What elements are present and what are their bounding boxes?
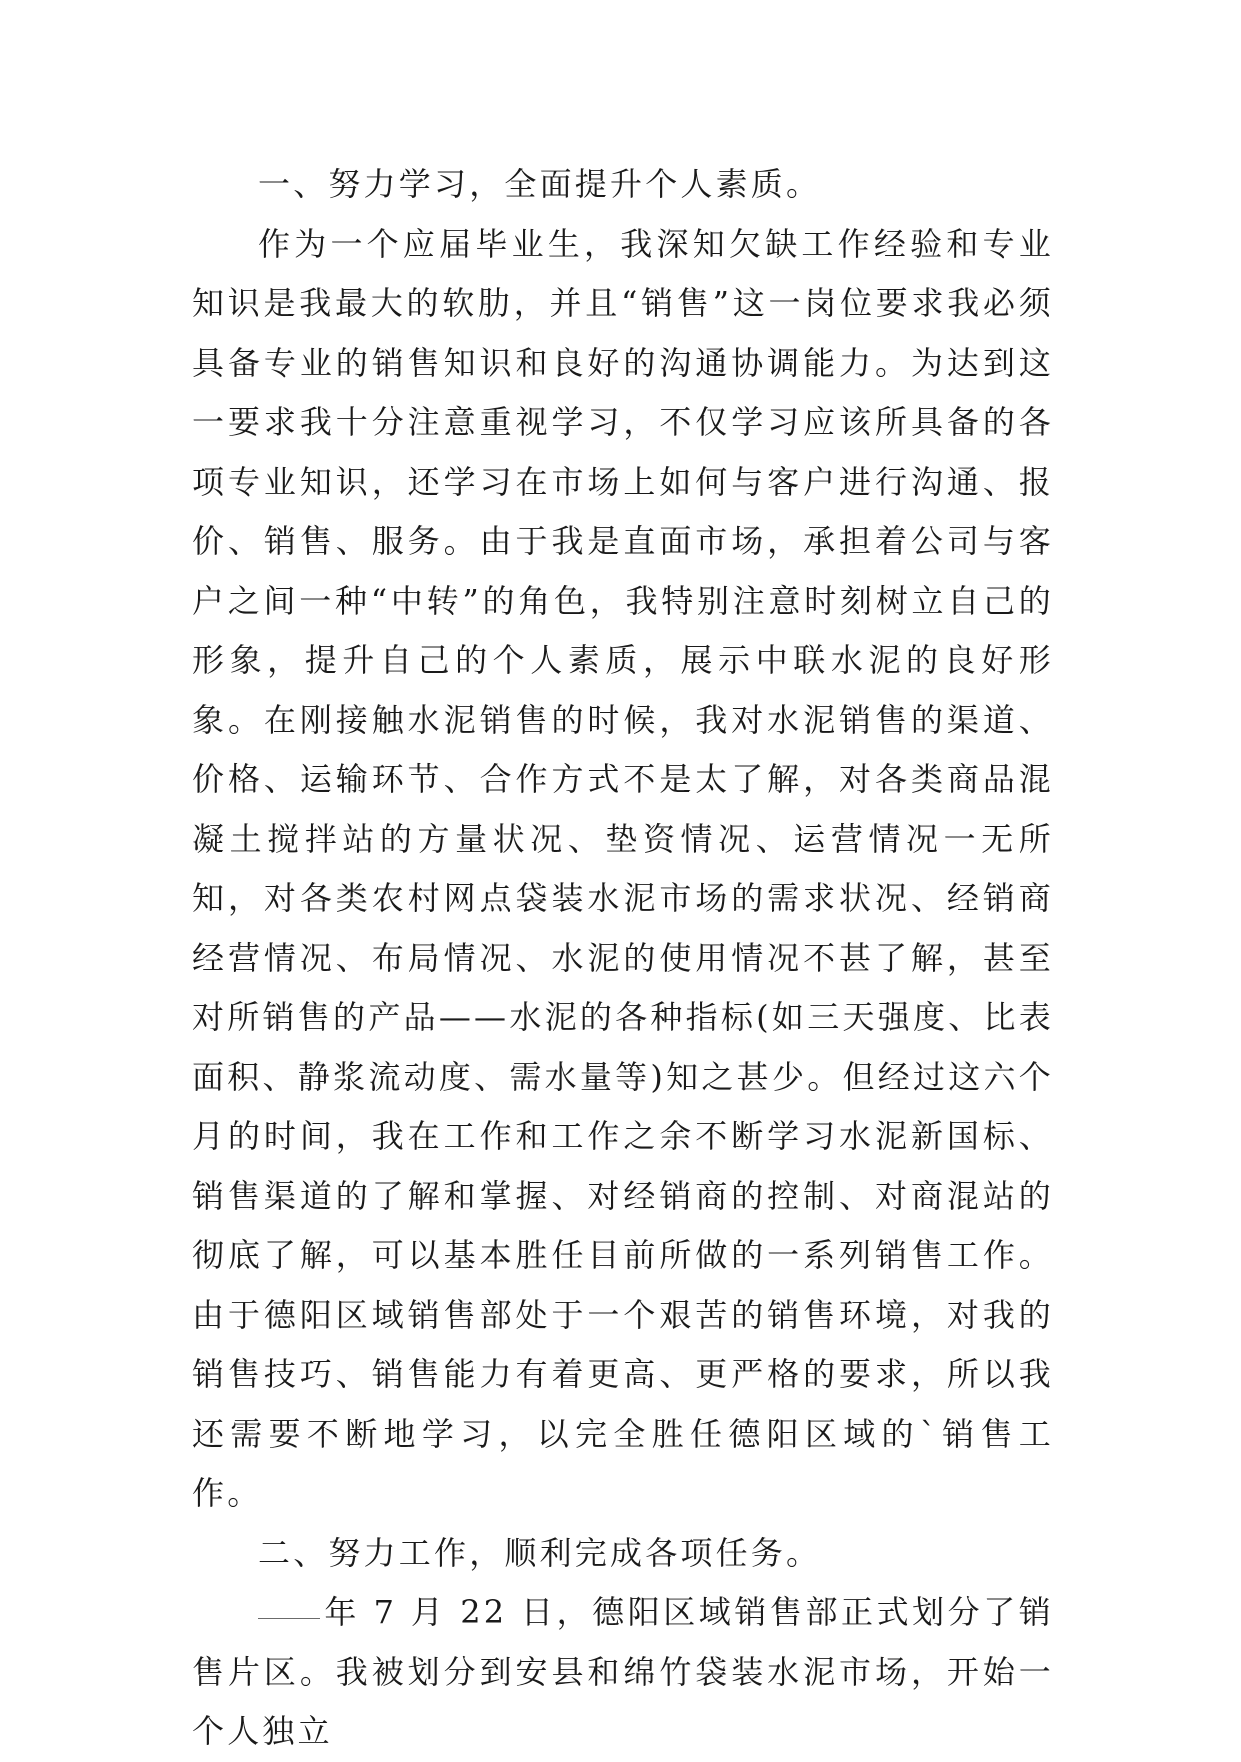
blank-underline: [258, 1617, 320, 1619]
paragraph-2: [192, 1583, 1054, 1762]
paragraph-2-text: 年 7 月 22 日，德阳区域销售部正式划分了销售片区。我被划分到安县和绵竹袋装水泥市场，开始一个人独立: [192, 1593, 1054, 1750]
section-heading-1: 一、努力学习，全面提升个人素质。: [258, 165, 822, 203]
section-heading-2: 二、努力工作，顺利完成各项任务。: [258, 1533, 822, 1572]
document-body: [192, 155, 1054, 1762]
paragraph-1: 作为一个应届毕业生，我深知欠缺工作经验和专业知识是我最大的软肋，并且“销售”这一岗位要求我必须具备专业的销售知识和良好的沟通协调能力。为达到这一要求我十分注意重视学习，不仅学习应该所具备的各项专业知识，还学习在市场上如何与客户进行沟通、报价、销售、服务。由于我是直面市场，承担着公司与客户之间一种“中转”的角色，我特别注意时刻树立自己的形象，提升自己的个人素质，展示中联水泥的良好形象。在刚接触水泥销售的时候，我对水泥销售的渠道、价格、运输环节、合作方式不是太了解，对各类商品混凝土搅拌站的方量状况、垫资情况、运营情况一无所知，对各类农村网点袋装水泥市场的需求状况、经销商经营情况、布局情况、水泥的使用情况不甚了解，甚至对所销售的产品——水泥的各种指标(如三天强度、比表面积、静浆流动度、需水量等)知之甚少。但经过这六个月的时间，我在工作和工作之余不断学习水泥新国标、销售渠道的了解和掌握、对经销商的控制、对商混站的彻底了解，可以基本胜任目前所做的一系列销售工作。由于德阳区域销售部处于一个艰苦的销售环境，对我的销售技巧、销售能力有着更高、更严格的要求，所以我还需要不断地学习，以完全胜任德阳区域的`销售工作。: [192, 224, 1054, 1512]
